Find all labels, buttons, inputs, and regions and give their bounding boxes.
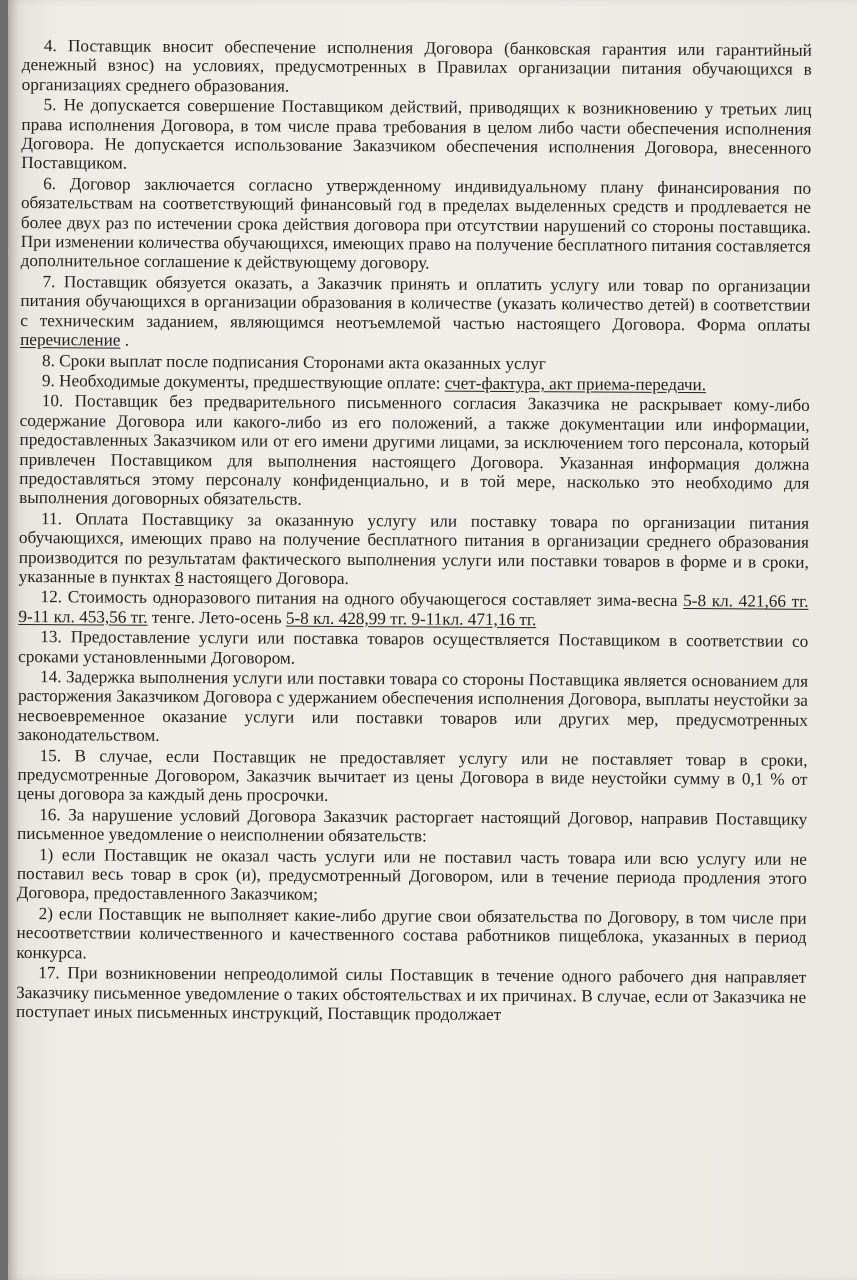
- clause-reference: 8: [175, 567, 184, 587]
- clause-17: 17. При возникновении непреодолимой силы Поставщик в течение одного рабочего дня направляет Заказчику письменное уведомление о таких обстоятельствах и их причинах. В случае, если от Заказчика не поступает иных письменных инструкций, Поставщик продолжает: [15, 963, 807, 1024]
- clause-16: 16. За нарушение условий Договора Заказчик расторгает настоящий Договор, направив Поставщику письменное уведомление о неисполнении обязательств:: [17, 804, 808, 846]
- document-page: [8, 0, 857, 1280]
- clause-10: 10. Поставщик без предварительного письменного согласия Заказчика не раскрывает кому-либо содержание Договора или какого-либо из его положений, а также документации или информации, предоставленных Заказчиком или от его имени другими лицами, за исключением того персонала, который привлечен Поставщиком для выполнения настоящего Договора. Указанная информация должна предоставляться этому персоналу конфиденциально, и в той мере, насколько это необходимо для выполнения договорных обязательств.: [19, 391, 810, 510]
- clause-8: 8. Сроки выплат после подписания Сторонами акта оказанных услуг: [41, 350, 546, 373]
- clause-12: 12. Стоимость одноразового питания на одного обучающегося составляет зима-весна 5-8 кл. 421,66 тг. 9-11 кл. 453,56 тг. тенге. Лето-осень 5-8 кл. 428,99 тг. 9-11кл. 471,16 тг.: [18, 587, 809, 629]
- clause-16-item-2: 2) если Поставщик не выполняет какие-либо другие свои обязательства по Договору, в том числе при несоответствии количественного и качественного состава работников пищеблока, указанных в период конкурса.: [16, 903, 807, 963]
- summer-autumn-price: 5-8 кл. 428,99 тг. 9-11кл. 471,16 тг.: [285, 608, 537, 629]
- clause-9: 9. Необходимые документы, предшествующие оплате: счет-фактура, акт приема-передачи.: [41, 371, 707, 395]
- contract-text: [16, 36, 812, 1026]
- clause-13: 13. Предоставление услуги или поставка товаров осуществляется Поставщиком в соответствии со сроками установленными Договором.: [18, 627, 809, 668]
- clause-7: 7. Поставщик обязуется оказать, а Заказчик принять и оплатить услугу или товар по организации питания обучающихся в организации образования в количестве (указать количество детей) в соответствии с техническим заданием, являющимся неотъемлемой частью настоящего Договора. Форма оплаты перечисление .: [20, 272, 811, 350]
- payment-form: перечисление: [20, 330, 121, 350]
- clause-16-item-1: 1) если Поставщик не оказал часть услуги или не поставил часть товара или всю услугу или не поставил весь товар в срок (и), предусмотренный Договором, или в течение периода продления этого Договора, предоставленного Заказчиком;: [16, 844, 808, 905]
- required-documents: счет-фактура, акт приема-передачи.: [444, 373, 707, 395]
- winter-spring-price: 5-8 кл. 421,66 тг. 9-11 кл. 453,56 тг.: [18, 591, 809, 627]
- clause-5: 5. Не допускается совершение Поставщиком действий, приводящих к возникновению у третьих лиц права исполнения Договора, в том числе права требования в целом либо части обеспечения исполнения Договора. Не допускается использование Заказчиком обеспечения исполнения Договора, внесенного Поставщиком.: [21, 95, 812, 174]
- clause-6: 6. Договор заключается согласно утвержденному индивидуальному плану финансирования по обязательствам на соответствующий финансовый год в пределах выделенных средств и продлевается не более двух раз по истечении срока действия договора при отсутствии нарушений со стороны поставщика. При изменении количества обучающихся, имеющих право на получение бесплатного питания составляется дополнительное соглашение к действующему договору.: [20, 173, 812, 273]
- clause-15: 15. В случае, если Поставщик не предоставляет услугу или не поставляет товар в сроки, предусмотренные Договором, Заказчик вычитает из цены Договора в виде неустойки сумму в 0,1 % от цены договора за каждый день просрочки.: [17, 745, 808, 806]
- clause-4: 4. Поставщик вносит обеспечение исполнения Договора (банковская гарантия или гарантийный денежный взнос) на условиях, предусмотренных в Правилах организации питания обучающихся в организациях среднего образования.: [21, 36, 812, 96]
- clause-11: 11. Оплата Поставщику за оказанную услугу или поставку товара по организации питания обучающихся, имеющих право на получение бесплатного питания в организации среднего образования производится по результатам фактического выполнения услуги или поставки товаров в форме и в сроки, указанные в пунктах 8 настоящего Договора.: [18, 508, 810, 588]
- clause-14: 14. Задержка выполнения услуги или поставки товара со стороны Поставщика является основанием для расторжения Заказчиком Договора с удержанием обеспечения исполнения Договора, выплаты неустойки за несвоевременное оказание услуги или поставки товаров или других мер, предусмотренных законодательством.: [17, 667, 809, 746]
